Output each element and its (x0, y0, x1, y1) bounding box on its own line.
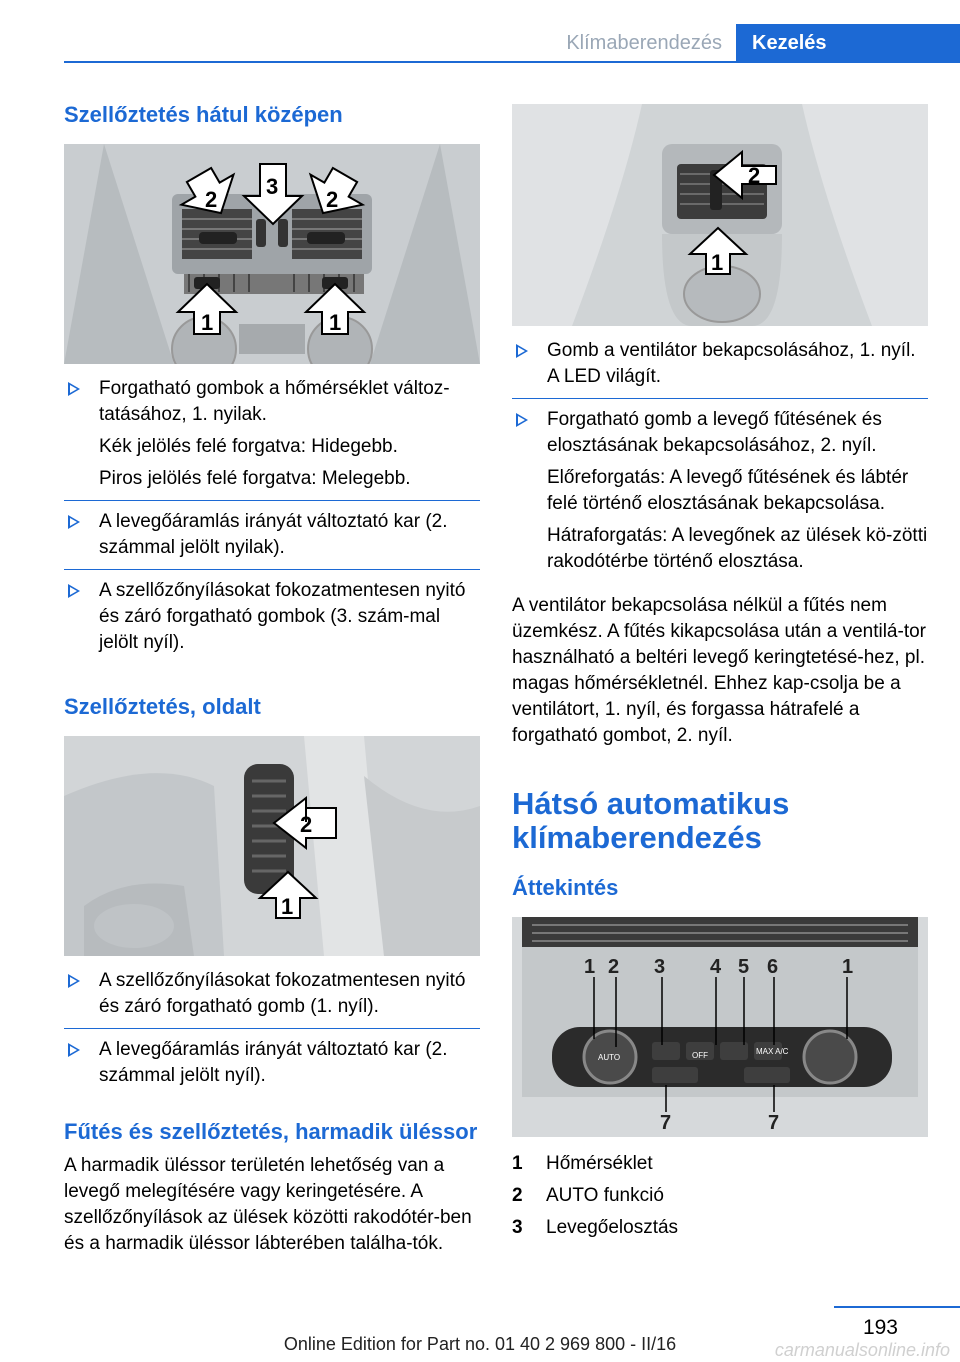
paragraph-third-row: A harmadik üléssor területén lehetőség van a levegő melegítésére vagy keringetésére. A szellőzőnyílások az ülések közötti rakodótér‐ben és a harmadik üléssor lábterében találha‐tók. (64, 1155, 472, 1254)
legend (512, 1151, 928, 1241)
header-rule (64, 61, 960, 63)
callout-label: 1 (842, 956, 854, 978)
callout-label: 2 (326, 187, 339, 212)
figure-third-row-control (512, 104, 928, 326)
heading-third-row: Fűtés és szellőztetés, harmadik üléssor (64, 1119, 478, 1144)
list-item-note: Hátraforgatás: A levegőnek az ülések kö‐zötti rakodótérbe történő elosztása. (547, 525, 928, 572)
heading-rear-center-vent: Szellőztetés hátul középen (64, 102, 343, 127)
figure-side-vent (64, 736, 480, 956)
legend-label: Hőmérséklet (546, 1153, 653, 1174)
heading-overview: Áttekintés (512, 875, 619, 900)
legend-row (512, 1183, 928, 1209)
paragraph-fan-note: A ventilátor bekapcsolása nélkül a fűtés nem üzemkész. A fűtés kikapcsolása után a ventilá‐tor használható a beltéri levegő keringtetésé‐hez, pl. magas hőmérsékletnél. Ehhez kap‐csolja be a ventilátort, 1. nyíl, és forgassa hátrafelé a forgatható gombot, 2. nyíl. (512, 595, 926, 746)
button-label: AUTO (598, 1053, 621, 1062)
bullet-arrow-icon (516, 344, 528, 358)
right-column (512, 104, 928, 1247)
bullet-arrow-icon (516, 413, 528, 427)
callout-label: 1 (201, 310, 214, 335)
chapter-tab[interactable]: Kezelés (736, 24, 960, 62)
callout-label: 1 (584, 956, 596, 978)
third-row-control-illustration (512, 104, 928, 326)
callout-label: 1 (329, 310, 342, 335)
list-item (64, 1037, 480, 1089)
edition-footer: Online Edition for Part no. 01 40 2 969 800 - II/16 (283, 1334, 677, 1354)
list-item (64, 578, 480, 656)
footer-rule (834, 1306, 960, 1308)
rear-climate-panel-illustration (512, 917, 928, 1137)
divider (64, 1028, 480, 1029)
callout-label: 6 (767, 956, 779, 978)
bullet-arrow-icon (68, 515, 80, 529)
list-item-text: A levegőáramlás irányát változtató kar (2. számmal jelölt nyíl). (99, 1039, 448, 1086)
callout-label: 7 (768, 1112, 780, 1134)
rear-center-vents-illustration (64, 144, 480, 364)
callout-label: 2 (748, 163, 761, 188)
list-item (64, 509, 480, 561)
figure-rear-climate-panel (512, 917, 928, 1137)
bullet-arrow-icon (68, 382, 80, 396)
section-tab[interactable]: Klímaberendezés (566, 31, 722, 54)
list-item-text: A szellőzőnyílásokat fokozatmentesen nyitó és záró forgatható gombok (3. szám‐mal jelölt nyíl). (99, 580, 466, 653)
list-item-note: Kék jelölés felé forgatva: Hidegebb. (99, 436, 398, 457)
list-item-text: Gomb a ventilátor bekapcsolásához, 1. nyíl. A LED világít. (547, 340, 916, 387)
callout-label: 2 (608, 956, 620, 978)
legend-label: AUTO funkció (546, 1185, 664, 1206)
page-header (0, 24, 960, 62)
bullet-arrow-icon (68, 1043, 80, 1057)
list-third-row (512, 338, 928, 575)
callout-label: 2 (300, 812, 313, 837)
bullet-arrow-icon (68, 584, 80, 598)
legend-label: Levegőelosztás (546, 1217, 679, 1238)
list-side-vent (64, 968, 480, 1089)
list-item-text: A szellőzőnyílásokat fokozatmentesen nyitó és záró forgatható gomb (1. nyíl). (99, 970, 466, 1017)
list-item (512, 407, 928, 575)
list-item-note: Előreforgatás: A levegő fűtésének és lábtér felé történő elosztásának bekapcsolása. (547, 467, 909, 514)
watermark: carmanualsonline.info (774, 1340, 950, 1360)
button-label: OFF (692, 1051, 708, 1060)
legend-row (512, 1151, 928, 1177)
list-rear-center-vents (64, 376, 480, 656)
list-item-text: Forgatható gombok a hőmérséklet változ‐tatásához, 1. nyilak. (99, 378, 450, 425)
figure-rear-center-vents (64, 144, 480, 364)
callout-label: 7 (660, 1112, 672, 1134)
divider (64, 500, 480, 501)
list-item (64, 968, 480, 1020)
list-item (64, 376, 480, 492)
side-vent-illustration (64, 736, 480, 956)
callout-label: 3 (654, 956, 666, 978)
list-item-text: Forgatható gomb a levegő fűtésének és elosztásának bekapcsolásához, 2. nyíl. (547, 409, 882, 456)
callout-label: 1 (281, 894, 294, 919)
legend-number: 3 (512, 1217, 523, 1238)
left-column (64, 100, 480, 1257)
callout-label: 1 (711, 250, 724, 275)
divider (512, 398, 928, 399)
page-number: 193 (862, 1316, 898, 1339)
callout-label: 3 (266, 174, 279, 199)
divider (64, 569, 480, 570)
heading-rear-auto-climate: Hátsó automatikus klímaberendezés (512, 786, 790, 855)
heading-side-vent: Szellőztetés, oldalt (64, 694, 261, 719)
legend-row (512, 1215, 928, 1241)
bullet-arrow-icon (68, 974, 80, 988)
callout-label: 2 (205, 187, 218, 212)
list-item-note: Piros jelölés felé forgatva: Melegebb. (99, 468, 411, 489)
legend-number: 1 (512, 1153, 523, 1174)
legend-number: 2 (512, 1185, 523, 1206)
list-item (512, 338, 928, 390)
callout-label: 5 (738, 956, 750, 978)
button-label: MAX A/C (756, 1047, 789, 1056)
list-item-text: A levegőáramlás irányát változtató kar (2. számmal jelölt nyilak). (99, 511, 448, 558)
callout-label: 4 (710, 956, 722, 978)
